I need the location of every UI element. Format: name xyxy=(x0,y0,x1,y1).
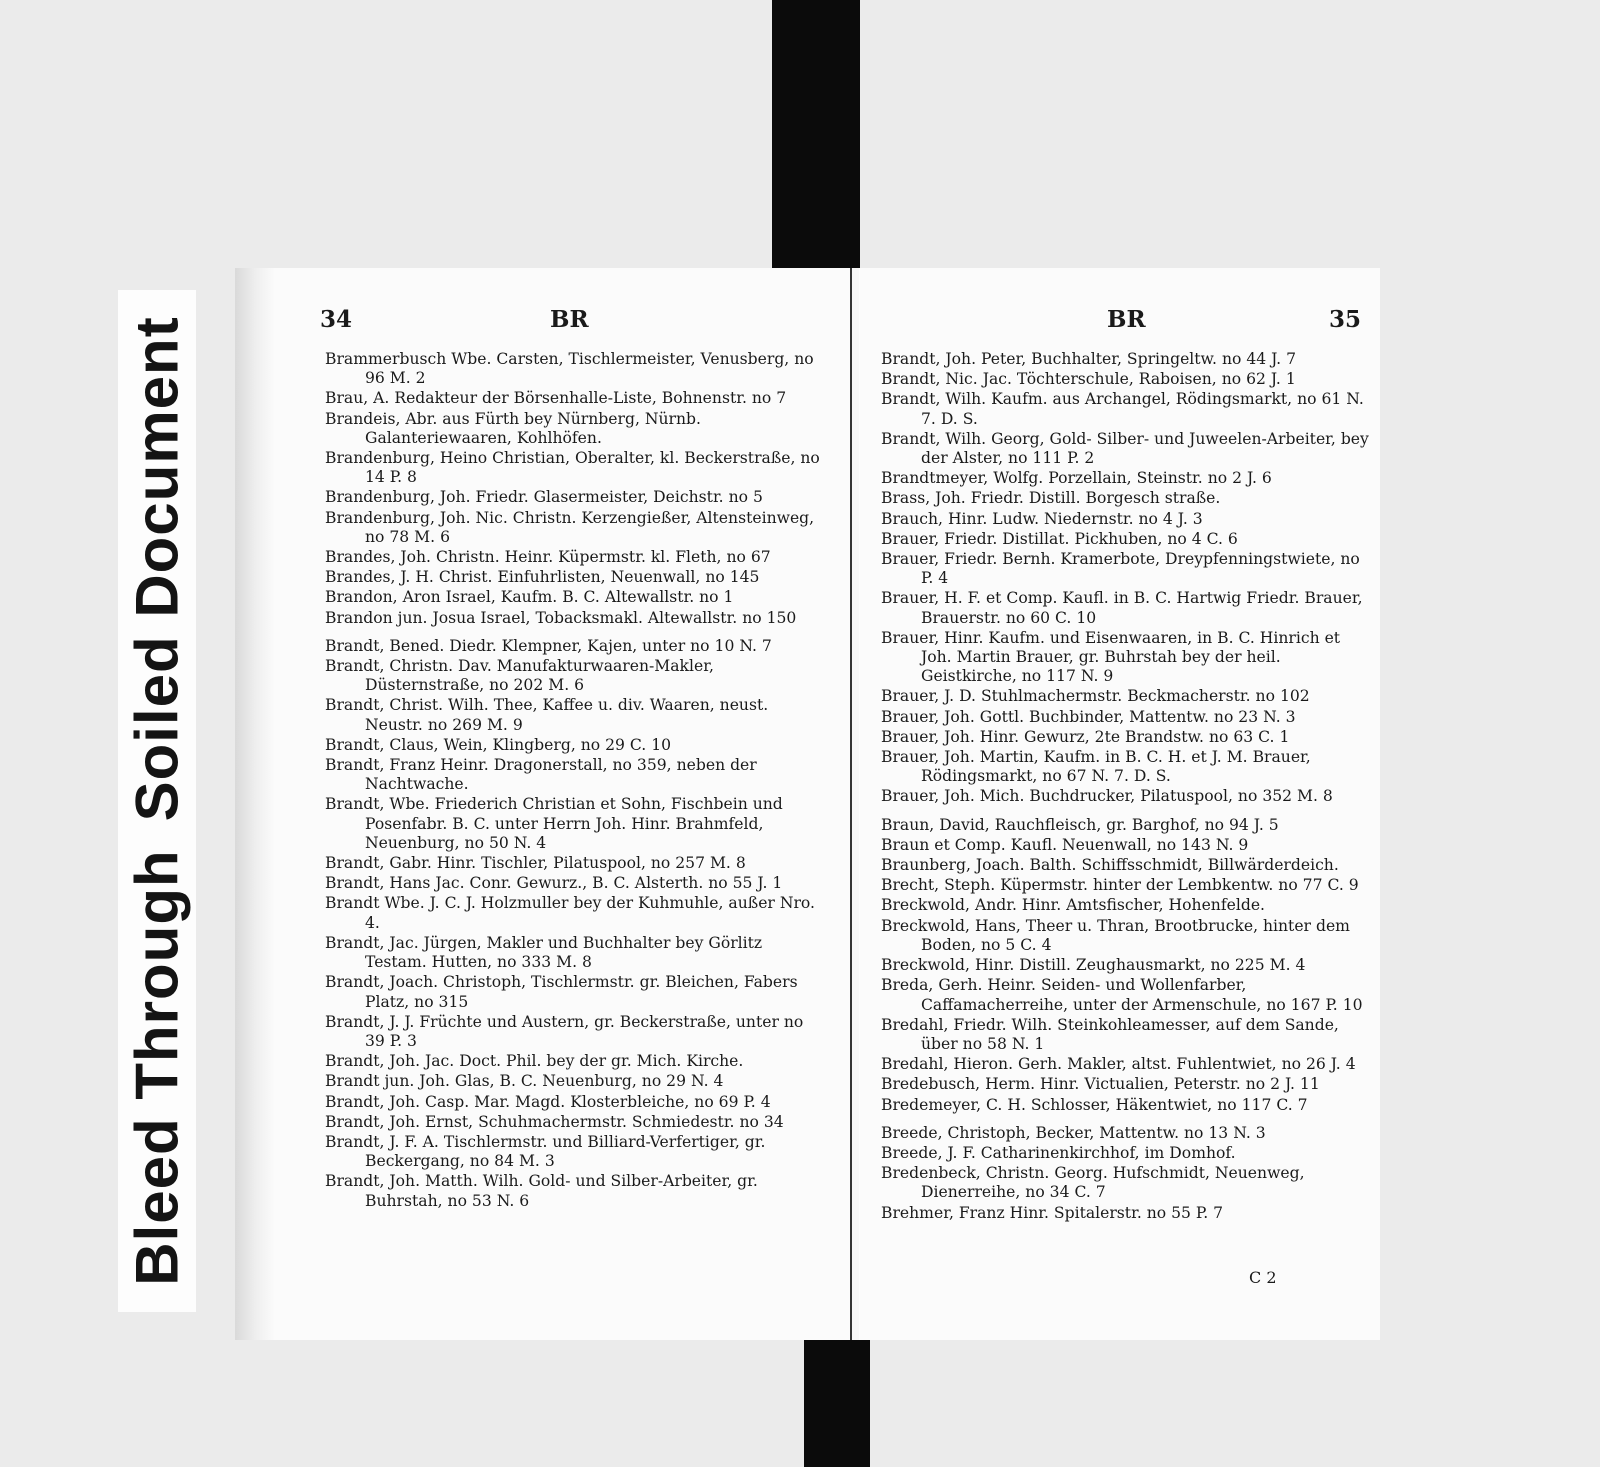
directory-entry: Brammerbusch Wbe. Carsten, Tischlermeister, Venusberg, no 96 M. 2 xyxy=(325,350,814,388)
directory-entry: Brandt, Joh. Ernst, Schuhmachermstr. Schmiedestr. no 34 xyxy=(325,1112,784,1131)
directory-entry: Brandon jun. Josua Israel, Tobacksmakl. Altewallstr. no 150 xyxy=(325,608,797,627)
directory-entry: Brandt, Christn. Dav. Manufakturwaaren-Makler, Düsternstraße, no 202 M. 6 xyxy=(325,657,714,695)
directory-entry: Brauer, Joh. Martin, Kaufm. in B. C. H. et J. M. Brauer, Rödingsmarkt, no 67 N. 7. D. S. xyxy=(881,748,1311,786)
directory-entry: Brauer, Joh. Gottl. Buchbinder, Mattentw. no 23 N. 3 xyxy=(881,707,1296,726)
book-spread xyxy=(235,268,1380,1340)
directory-entry: Bredahl, Friedr. Wilh. Steinkohleamesser, auf dem Sande, über no 58 N. 1 xyxy=(881,1015,1339,1053)
directory-entry: Breckwold, Andr. Hinr. Amtsfischer, Hohenfelde. xyxy=(881,896,1266,915)
running-head-left: BR xyxy=(550,306,589,333)
directory-entry: Brandon, Aron Israel, Kaufm. B. C. Altewallstr. no 1 xyxy=(325,588,734,607)
directory-entry: Brandt, Joh. Jac. Doct. Phil. bey der gr. Mich. Kirche. xyxy=(325,1052,744,1071)
directory-entry: Brandt, Nic. Jac. Töchterschule, Raboisen, no 62 J. 1 xyxy=(881,370,1296,389)
directory-entry: Bredenbeck, Christn. Georg. Hufschmidt, Neuenweg, Dienerreihe, no 34 C. 7 xyxy=(881,1164,1305,1202)
directory-entry: Bredebusch, Herm. Hinr. Victualien, Peterstr. no 2 J. 11 xyxy=(881,1075,1320,1094)
directory-entry: Breckwold, Hinr. Distill. Zeughausmarkt, no 225 M. 4 xyxy=(881,956,1306,975)
directory-entry: Brass, Joh. Friedr. Distill. Borgesch straße. xyxy=(881,489,1221,508)
right-page xyxy=(859,268,1380,1340)
directory-entry: Brandt, Christ. Wilh. Thee, Kaffee u. div. Waaren, neust. Neustr. no 269 M. 9 xyxy=(325,696,769,734)
directory-entry: Breckwold, Hans, Theer u. Thran, Brootbrucke, hinter dem Boden, no 5 C. 4 xyxy=(881,916,1350,954)
directory-entry: Braunberg, Joach. Balth. Schiffsschmidt, Billwärderdeich. xyxy=(881,856,1339,875)
directory-entry: Brandt jun. Joh. Glas, B. C. Neuenburg, no 29 N. 4 xyxy=(325,1072,724,1091)
directory-entry: Brauch, Hinr. Ludw. Niedernstr. no 4 J. 3 xyxy=(881,509,1203,528)
directory-entry: Brandt, Claus, Wein, Klingberg, no 29 C. 10 xyxy=(325,735,672,754)
directory-entry: Brandt, Joach. Christoph, Tischlermstr. gr. Bleichen, Fabers Platz, no 315 xyxy=(325,973,798,1011)
spine-mask-bottom xyxy=(804,1330,870,1467)
directory-entry: Brauer, Joh. Mich. Buchdrucker, Pilatuspool, no 352 M. 8 xyxy=(881,787,1333,806)
directory-entry: Brandt, Bened. Diedr. Klempner, Kajen, unter no 10 N. 7 xyxy=(325,636,772,655)
directory-entry: Brandenburg, Joh. Nic. Christn. Kerzengießer, Altensteinweg, no 78 M. 6 xyxy=(325,508,815,546)
label-soiled-document: Soiled Document xyxy=(123,316,191,822)
directory-entry: Brandt, Franz Heinr. Dragonerstall, no 359, neben der Nachtwache. xyxy=(325,756,757,794)
directory-entry: Brandt Wbe. J. C. J. Holzmuller bey der Kuhmuhle, außer Nro. 4. xyxy=(325,894,815,932)
directory-entry: Braun, David, Rauchfleisch, gr. Barghof, no 94 J. 5 xyxy=(881,815,1279,834)
left-entry-list xyxy=(325,350,825,1212)
directory-entry: Brauer, Friedr. Bernh. Kramerbote, Dreypfenningstwiete, no P. 4 xyxy=(881,550,1360,588)
directory-entry: Bredahl, Hieron. Gerh. Makler, altst. Fuhlentwiet, no 26 J. 4 xyxy=(881,1055,1356,1074)
directory-entry: Brandeis, Abr. aus Fürth bey Nürnberg, Nürnb. Galanteriewaaren, Kohlhöfen. xyxy=(325,409,701,447)
document-label-banner xyxy=(118,290,196,1312)
directory-entry: Brandes, J. H. Christ. Einfuhrlisten, Neuenwall, no 145 xyxy=(325,568,760,587)
signature-mark: C 2 xyxy=(1249,1268,1277,1287)
document-label-text xyxy=(123,316,192,1285)
directory-entry: Brandt, J. J. Früchte und Austern, gr. Beckerstraße, unter no 39 P. 3 xyxy=(325,1012,804,1050)
directory-entry: Brandt, Hans Jac. Conr. Gewurz., B. C. Alsterth. no 55 J. 1 xyxy=(325,874,783,893)
directory-entry: Brau, A. Redakteur der Börsenhalle-Liste, Bohnenstr. no 7 xyxy=(325,389,787,408)
directory-entry: Breede, J. F. Catharinenkirchhof, im Domhof. xyxy=(881,1143,1236,1162)
spine-mask-top xyxy=(772,0,860,268)
directory-entry: Breede, Christoph, Becker, Mattentw. no 13 N. 3 xyxy=(881,1123,1266,1142)
page-number-left: 34 xyxy=(320,306,353,333)
directory-entry: Brandt, Wilh. Georg, Gold- Silber- und Juweelen-Arbeiter, bey der Alster, no 111 P. 2 xyxy=(881,429,1369,468)
directory-entry: Breda, Gerh. Heinr. Seiden- und Wollenfarber, Caffamacherreihe, unter der Armenschule, no 167 P. 10 xyxy=(881,976,1363,1014)
directory-entry: Brandt, Jac. Jürgen, Makler und Buchhalter bey Görlitz Testam. Hutten, no 333 M. 8 xyxy=(325,933,763,972)
directory-entry: Brehmer, Franz Hinr. Spitalerstr. no 55 P. 7 xyxy=(881,1203,1224,1222)
directory-entry: Brandtmeyer, Wolfg. Porzellain, Steinstr. no 2 J. 6 xyxy=(881,469,1272,488)
label-bleed-through: Bleed Through xyxy=(123,849,191,1286)
directory-entry: Brauer, J. D. Stuhlmachermstr. Beckmacherstr. no 102 xyxy=(881,687,1310,706)
directory-entry: Brandt, Wbe. Friederich Christian et Sohn, Fischbein und Posenfabr. B. C. unter Herrn Joh. Hinr. Brahmfeld, Neuenburg, no 50 N. 4 xyxy=(325,795,783,852)
directory-entry: Brauer, Friedr. Distillat. Pickhuben, no 4 C. 6 xyxy=(881,529,1238,548)
directory-entry: Brandt, Gabr. Hinr. Tischler, Pilatuspool, no 257 M. 8 xyxy=(325,854,746,873)
directory-entry: Brandenburg, Joh. Friedr. Glasermeister, Deichstr. no 5 xyxy=(325,488,763,507)
directory-entry: Brandes, Joh. Christn. Heinr. Küpermstr. kl. Fleth, no 67 xyxy=(325,548,771,567)
directory-entry: Brauer, H. F. et Comp. Kaufl. in B. C. Hartwig Friedr. Brauer, Brauerstr. no 60 C. 10 xyxy=(881,589,1363,627)
directory-entry: Brauer, Joh. Hinr. Gewurz, 2te Brandstw. no 63 C. 1 xyxy=(881,727,1290,746)
left-page xyxy=(235,268,852,1340)
directory-entry: Brandt, Joh. Peter, Buchhalter, Springeltw. no 44 J. 7 xyxy=(881,350,1297,368)
directory-entry: Brandt, J. F. A. Tischlermstr. und Billiard-Verfertiger, gr. Beckergang, no 84 M. 3 xyxy=(325,1132,766,1171)
page-number-right: 35 xyxy=(1329,306,1362,333)
directory-entry: Brauer, Hinr. Kaufm. und Eisenwaaren, in B. C. Hinrich et Joh. Martin Brauer, gr. Buhrstah bey der heil. Geistkirche, no 117 N. 9 xyxy=(881,628,1341,686)
directory-entry: Brandt, Joh. Casp. Mar. Magd. Klosterbleiche, no 69 P. 4 xyxy=(325,1092,771,1111)
directory-entry: Bredemeyer, C. H. Schlosser, Häkentwiet, no 117 C. 7 xyxy=(881,1095,1308,1114)
directory-entry: Brandt, Joh. Matth. Wilh. Gold- und Silber-Arbeiter, gr. Buhrstah, no 53 N. 6 xyxy=(325,1172,758,1210)
directory-entry: Brandt, Wilh. Kaufm. aus Archangel, Rödingsmarkt, no 61 N. 7. D. S. xyxy=(881,390,1364,428)
running-head-right: BR xyxy=(1107,306,1146,333)
directory-entry: Braun et Comp. Kaufl. Neuenwall, no 143 N. 9 xyxy=(881,835,1249,854)
directory-entry: Brandenburg, Heino Christian, Oberalter, kl. Beckerstraße, no 14 P. 8 xyxy=(325,449,820,487)
directory-entry: Brecht, Steph. Küpermstr. hinter der Lembkentw. no 77 C. 9 xyxy=(881,876,1359,895)
right-entry-list xyxy=(881,350,1369,1224)
